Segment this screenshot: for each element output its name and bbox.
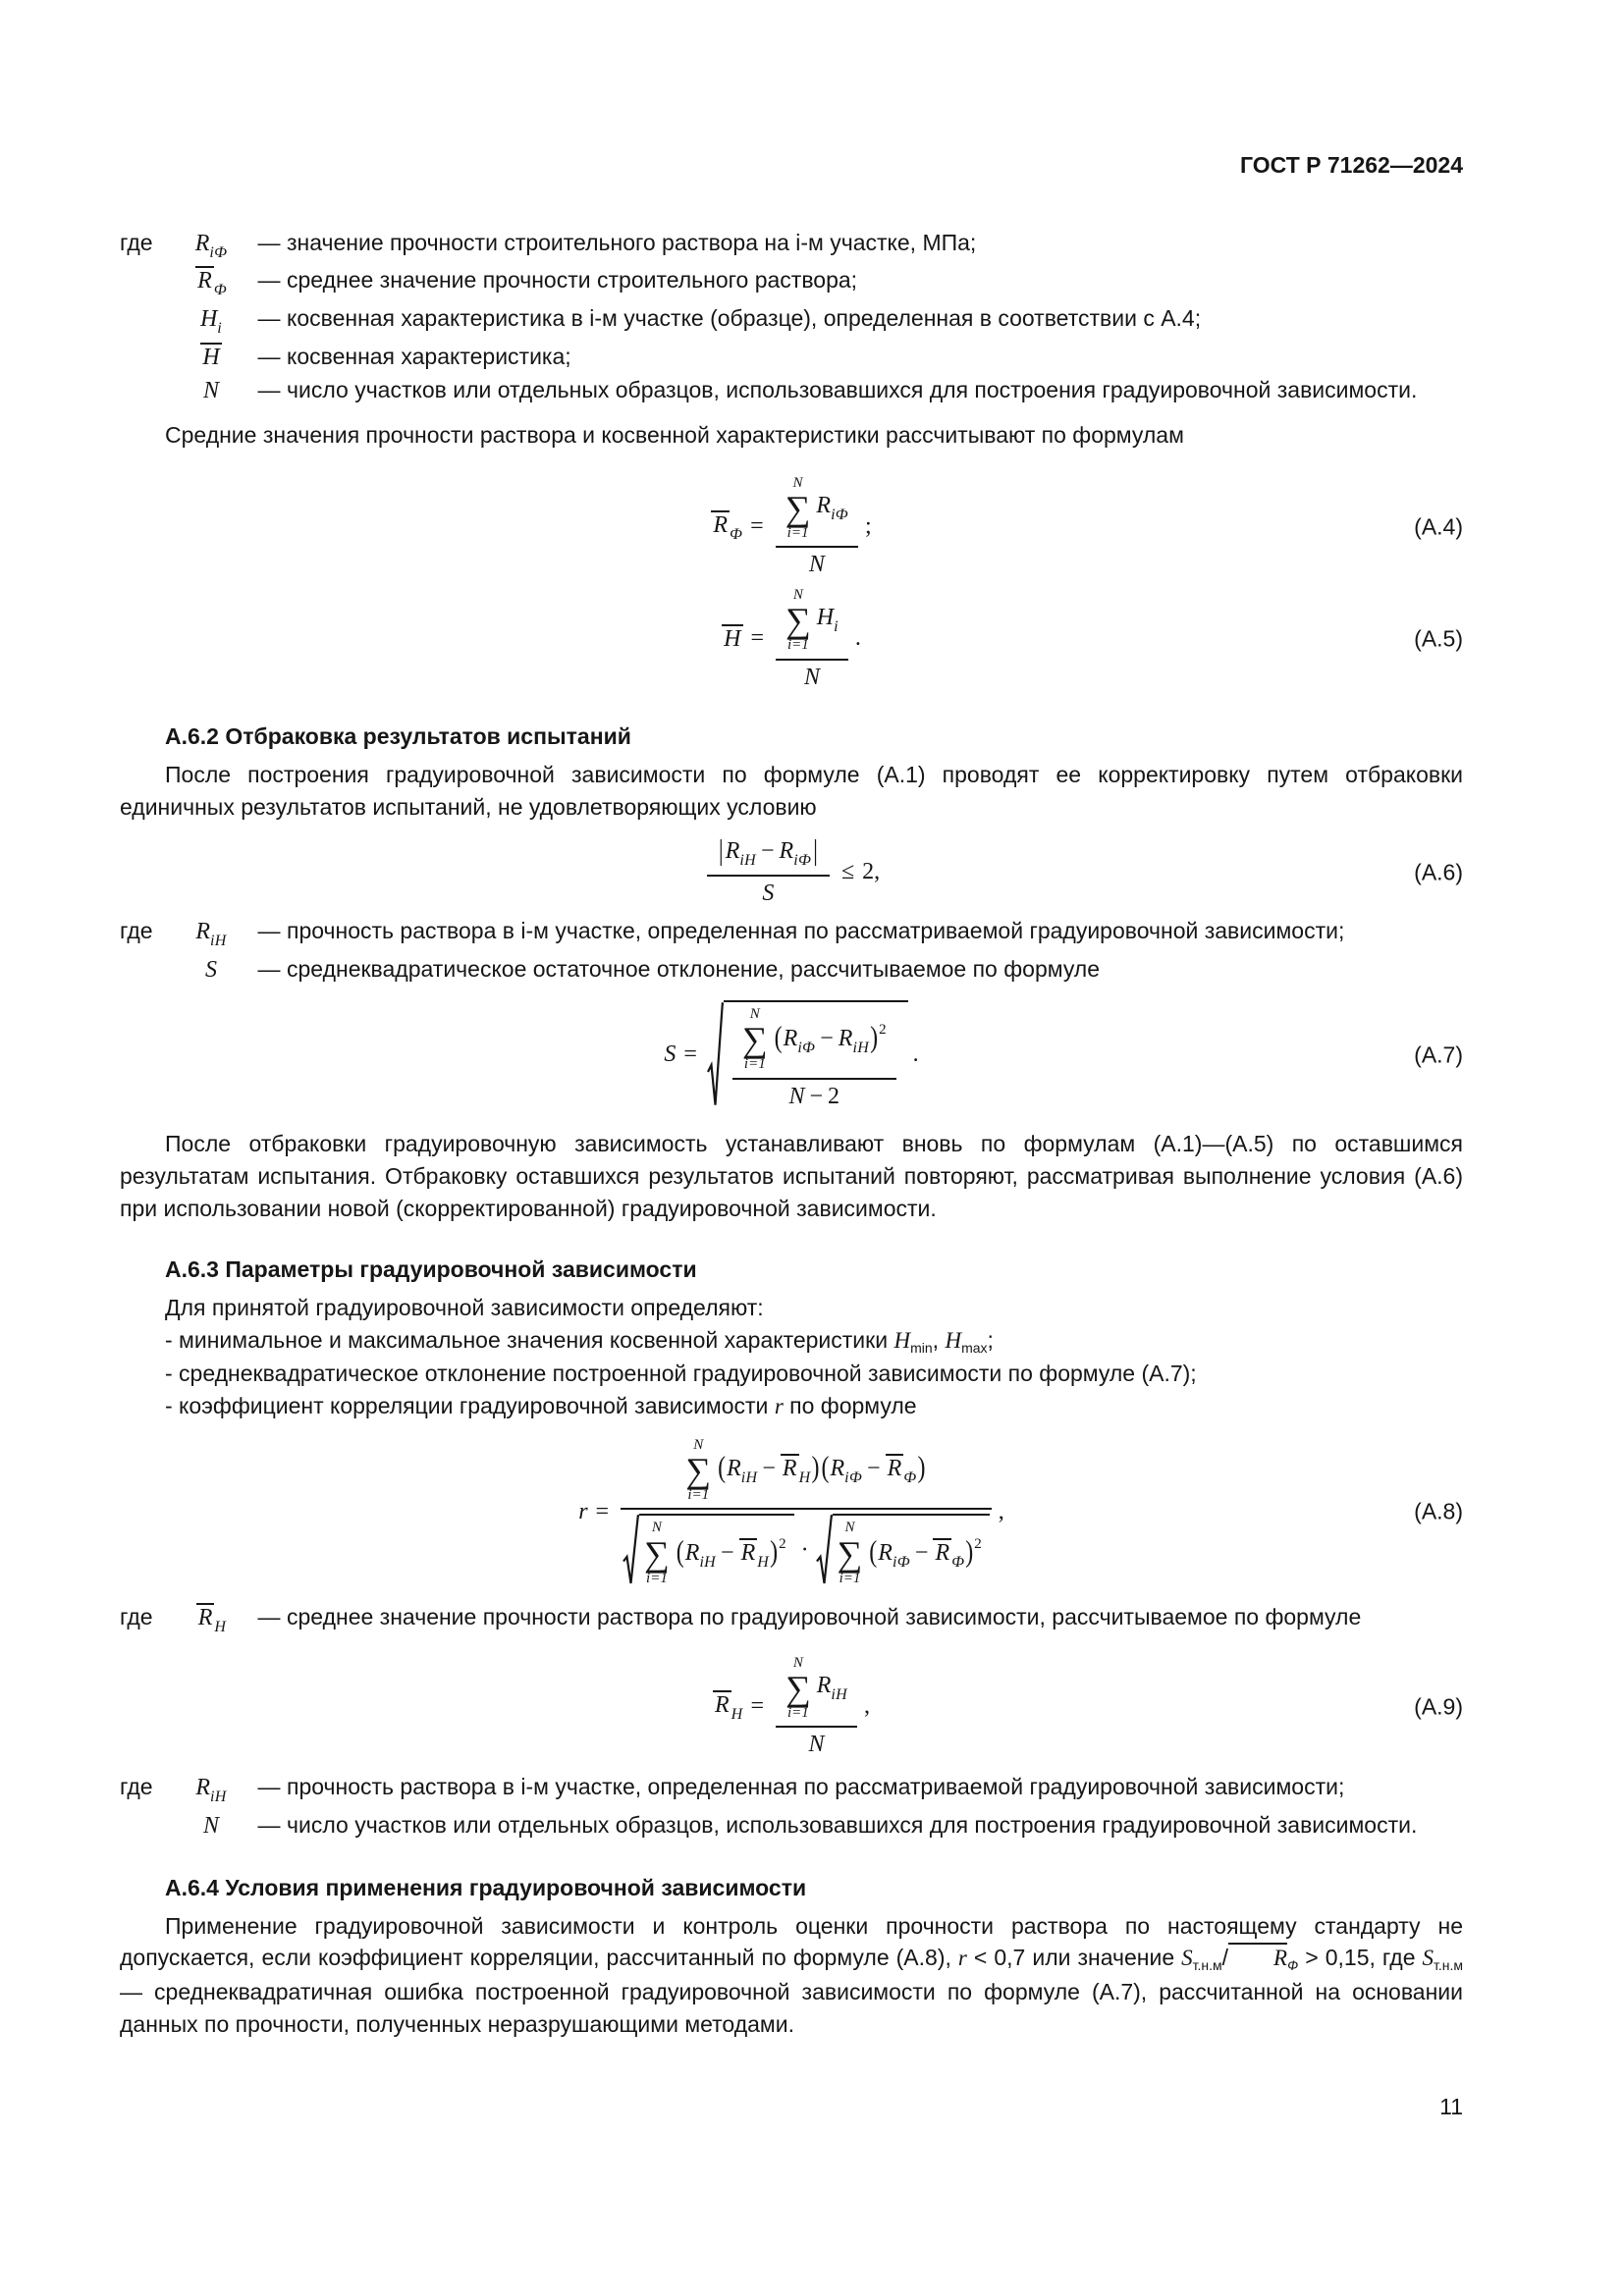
numerator bbox=[732, 1006, 896, 1078]
definition-row bbox=[120, 227, 1463, 265]
sigma-icon: ∑ bbox=[741, 1020, 768, 1060]
sum-upper-limit: N bbox=[693, 1436, 704, 1453]
math-subscript: i bbox=[217, 320, 223, 338]
summation bbox=[785, 587, 811, 655]
equals-sign: = bbox=[595, 1498, 610, 1524]
dash: — bbox=[257, 918, 281, 944]
radical-sign-icon bbox=[707, 1000, 724, 1110]
sum-lower-limit: i=1 bbox=[743, 1056, 766, 1073]
math-var: R bbox=[713, 511, 728, 538]
fraction bbox=[776, 1655, 857, 1759]
formula-a9 bbox=[120, 1655, 1463, 1759]
definition-row bbox=[120, 1771, 1463, 1809]
math-var: R bbox=[816, 1672, 832, 1698]
overline bbox=[739, 1538, 758, 1566]
math-subscript: iH bbox=[852, 1040, 870, 1057]
definition-row bbox=[120, 341, 1463, 374]
math-subscript: iФ bbox=[793, 852, 812, 870]
formula-a6-expression bbox=[703, 834, 881, 907]
slash: / bbox=[1221, 1945, 1229, 1971]
minus-sign: − bbox=[914, 1539, 929, 1566]
formula-a8-expression bbox=[578, 1437, 1004, 1587]
math-var: S bbox=[1181, 1946, 1193, 1971]
definition-symbol bbox=[195, 915, 226, 953]
math-subscript: т.н.м bbox=[1192, 1957, 1222, 1974]
denominator bbox=[788, 1080, 839, 1111]
sigma-icon: ∑ bbox=[785, 488, 811, 528]
summand-var-group bbox=[816, 493, 848, 524]
dash: — bbox=[257, 267, 281, 294]
paragraph-text: — среднеквадратичная ошибка построенной градуировочной зависимости по формуле (А.7), рассчитанной на основании данных по прочности, полученных неразрушающими методами. bbox=[120, 1979, 1463, 2037]
overline bbox=[886, 1454, 904, 1481]
formula-a8 bbox=[120, 1437, 1463, 1587]
fraction bbox=[732, 1006, 896, 1110]
radicand bbox=[724, 1000, 908, 1110]
formula-label: (А.9) bbox=[1414, 1693, 1463, 1720]
lhs-var-group bbox=[713, 1690, 743, 1724]
page-content bbox=[120, 149, 1463, 2040]
summand-var-group bbox=[817, 605, 839, 636]
overline bbox=[195, 266, 214, 294]
math-subscript: H bbox=[731, 1705, 743, 1723]
math-var: H bbox=[945, 1327, 962, 1353]
math-var: N bbox=[788, 1083, 805, 1109]
denominator bbox=[809, 1728, 825, 1759]
minus-sign: − bbox=[867, 1455, 881, 1481]
math-subscript: i bbox=[834, 618, 839, 636]
where-label: где bbox=[120, 1774, 153, 1800]
math-subscript: Ф bbox=[1287, 1957, 1299, 1974]
sum-upper-limit: N bbox=[792, 586, 803, 603]
math-var: N bbox=[202, 1812, 219, 1839]
math-subscript: Ф bbox=[730, 525, 743, 543]
punctuation: . bbox=[912, 1041, 919, 1068]
close-paren: ) bbox=[965, 1535, 974, 1569]
formula-label: (А.7) bbox=[1414, 1041, 1463, 1068]
denominator bbox=[762, 877, 774, 908]
sum-upper-limit: N bbox=[844, 1520, 855, 1536]
math-subscript: iФ bbox=[844, 1468, 863, 1486]
math-subscript: H bbox=[757, 1553, 770, 1571]
open-paren: ( bbox=[774, 1022, 783, 1055]
cdot-sign: · bbox=[800, 1536, 809, 1563]
definition-text: среднее значение прочности строительного раствора; bbox=[287, 267, 858, 294]
math-var: R bbox=[194, 230, 210, 256]
minus-sign: − bbox=[809, 1083, 824, 1109]
summand-var-group bbox=[817, 1673, 847, 1704]
sum-upper-limit: N bbox=[792, 474, 803, 491]
open-paren: ( bbox=[676, 1535, 684, 1569]
definition-text: значение прочности строительного раствора на i-м участке, МПа; bbox=[287, 229, 977, 255]
math-var: R bbox=[782, 1455, 797, 1481]
overline bbox=[711, 510, 730, 538]
close-paren: ) bbox=[870, 1022, 879, 1055]
math-number: 2, bbox=[862, 859, 881, 885]
math-subscript: iФ bbox=[797, 1040, 816, 1057]
lhs-var-group bbox=[722, 624, 742, 654]
math-var: H bbox=[816, 605, 835, 631]
definition-symbol bbox=[195, 1771, 226, 1809]
where-label: где bbox=[120, 918, 153, 944]
formula-a4-expression bbox=[711, 475, 871, 579]
definition-row bbox=[120, 1601, 1463, 1639]
math-subscript: iH bbox=[210, 933, 227, 950]
abs-bar: | bbox=[813, 834, 818, 868]
equals-sign: = bbox=[750, 512, 764, 539]
fraction bbox=[621, 1437, 992, 1587]
math-var: R bbox=[195, 919, 211, 945]
paragraph-after-a7: После отбраковки градуировочную зависимость устанавливают вновь по формулам (А.1)—(А.5) по оставшимся результатам испытания. Отбраковку оставшихся результатов испытаний повторяют, рассматривая выполнение условия (А.6) при использовании новой (скорректированной) градуировочной зависимости. bbox=[120, 1131, 1463, 1221]
dash: — bbox=[257, 1604, 281, 1630]
math-subscript: iH bbox=[740, 1468, 758, 1486]
bullet-text: , bbox=[932, 1326, 946, 1353]
math-var: R bbox=[714, 1691, 730, 1718]
definition-text: среднеквадратическое остаточное отклонение, рассчитываемое по формуле bbox=[287, 955, 1101, 982]
numerator bbox=[707, 834, 830, 874]
doc-number: ГОСТ Р 71262—2024 bbox=[1240, 152, 1463, 178]
paragraph-text: Применение градуировочной зависимости и контроль оценки прочности раствора по настоящему стандарту не допускается, если коэффициент корреляции, рассчитанный по формуле (А.8), bbox=[120, 1912, 1463, 1971]
math-var: S bbox=[762, 880, 775, 906]
paragraph-a64 bbox=[120, 1910, 1463, 2041]
math-subscript: iH bbox=[831, 1685, 848, 1703]
math-var: R bbox=[878, 1539, 893, 1566]
math-var: H bbox=[724, 626, 741, 653]
summation bbox=[838, 1520, 863, 1587]
definition-symbol bbox=[203, 1809, 219, 1842]
punctuation: . bbox=[854, 625, 861, 652]
math-subscript: iФ bbox=[892, 1553, 910, 1571]
sigma-icon: ∑ bbox=[685, 1450, 712, 1490]
formula-a4 bbox=[120, 475, 1463, 579]
minus-sign: − bbox=[762, 1455, 776, 1481]
heading-a63: А.6.3 Параметры градуировочной зависимости bbox=[165, 1256, 697, 1283]
math-subscript: Ф bbox=[951, 1553, 965, 1571]
definition-symbol bbox=[200, 302, 222, 341]
sigma-icon: ∑ bbox=[785, 601, 811, 641]
numerator bbox=[776, 587, 848, 659]
page-number: 11 bbox=[1439, 2094, 1463, 2120]
overline bbox=[1228, 1943, 1287, 1970]
math-subscript: min bbox=[910, 1339, 933, 1356]
math-var: R bbox=[197, 1605, 213, 1631]
formula-label: (А.4) bbox=[1414, 513, 1463, 540]
sum-lower-limit: i=1 bbox=[787, 637, 809, 654]
superscript: 2 bbox=[879, 1022, 887, 1039]
math-var: r bbox=[774, 1394, 784, 1419]
summand-group bbox=[774, 1022, 887, 1057]
summand-group bbox=[868, 1536, 981, 1572]
math-var: R bbox=[725, 838, 740, 865]
math-subscript: iH bbox=[210, 1789, 227, 1806]
numerator bbox=[676, 1437, 936, 1509]
definition-text: прочность раствора в i-м участке, определенная по рассматриваемой градуировочной зависимости; bbox=[287, 1774, 1345, 1800]
overline bbox=[722, 624, 742, 652]
fraction bbox=[776, 475, 858, 579]
sum-upper-limit: N bbox=[749, 1005, 760, 1022]
abs-group bbox=[717, 834, 820, 870]
math-var: R bbox=[816, 492, 832, 518]
sum-upper-limit: N bbox=[792, 1654, 803, 1671]
radical-sign-icon bbox=[623, 1514, 639, 1587]
math-var: N bbox=[202, 377, 219, 403]
paragraph-a63-intro: Для принятой градуировочной зависимости определяют: bbox=[165, 1294, 764, 1320]
superscript: 2 bbox=[974, 1535, 982, 1552]
math-var: R bbox=[783, 1026, 798, 1052]
abs-bar: | bbox=[718, 834, 724, 868]
equals-sign: = bbox=[683, 1041, 697, 1068]
radical-sign-icon bbox=[816, 1514, 833, 1587]
sigma-icon: ∑ bbox=[644, 1533, 670, 1574]
math-var: R bbox=[684, 1539, 700, 1566]
minus-sign: − bbox=[721, 1539, 734, 1566]
math-var: N bbox=[803, 664, 820, 690]
fraction bbox=[707, 834, 830, 907]
where-label: где bbox=[120, 1604, 153, 1630]
square-root bbox=[707, 1000, 908, 1110]
bullet-text: ; bbox=[987, 1326, 994, 1353]
sum-lower-limit: i=1 bbox=[787, 1705, 809, 1722]
paragraph-formulas-intro: Средние значения прочности раствора и косвенной характеристики рассчитывают по формулам bbox=[165, 421, 1184, 448]
overline bbox=[713, 1690, 731, 1718]
dash: — bbox=[257, 229, 281, 255]
definition-text: прочность раствора в i-м участке, определенная по рассматриваемой градуировочной зависимости; bbox=[287, 918, 1345, 944]
close-paren: ) bbox=[811, 1451, 820, 1485]
summation bbox=[785, 475, 811, 543]
close-paren: ) bbox=[770, 1535, 779, 1569]
definition-symbol bbox=[200, 341, 221, 374]
denominator bbox=[804, 661, 820, 692]
dash: — bbox=[257, 1811, 281, 1838]
list-item-1 bbox=[120, 1324, 1463, 1359]
definition-symbol bbox=[196, 1601, 227, 1639]
formula-a7-expression bbox=[664, 1000, 918, 1110]
overline bbox=[781, 1454, 799, 1481]
bullet-text: - среднеквадратическое отклонение построенной градуировочной зависимости по формуле (А.7); bbox=[165, 1361, 1197, 1387]
close-paren: ) bbox=[917, 1451, 926, 1485]
math-var: S bbox=[205, 956, 217, 983]
sum-lower-limit: i=1 bbox=[646, 1570, 668, 1586]
definition-text: среднее значение прочности раствора по градуировочной зависимости, рассчитываемое по формуле bbox=[287, 1604, 1362, 1630]
lhs-var-group bbox=[711, 510, 742, 544]
math-var: N bbox=[808, 1732, 825, 1758]
lhs-var-group bbox=[578, 1499, 587, 1526]
math-subscript: H bbox=[214, 1619, 227, 1636]
overline bbox=[933, 1538, 951, 1566]
open-paren: ( bbox=[718, 1451, 727, 1485]
bullet-text: - коэффициент корреляции градуировочной зависимости bbox=[165, 1393, 775, 1419]
paragraph-text: > 0,15, где bbox=[1298, 1945, 1423, 1971]
minus-sign: − bbox=[760, 838, 775, 865]
math-var: R bbox=[887, 1455, 902, 1481]
overline bbox=[196, 1603, 215, 1630]
math-var: r bbox=[957, 1946, 967, 1971]
dash: — bbox=[257, 305, 281, 332]
overline bbox=[200, 343, 221, 370]
formula-label: (А.6) bbox=[1414, 859, 1463, 885]
math-subscript: Ф bbox=[903, 1468, 917, 1486]
math-number: 2 bbox=[828, 1083, 840, 1109]
definition-text: косвенная характеристика; bbox=[287, 343, 571, 369]
definition-symbol bbox=[195, 227, 228, 265]
definition-list-4 bbox=[120, 1771, 1463, 1842]
definition-row bbox=[120, 915, 1463, 953]
definition-row bbox=[120, 302, 1463, 341]
dash: — bbox=[257, 376, 281, 402]
math-subscript: iH bbox=[739, 852, 756, 870]
numerator bbox=[776, 475, 858, 547]
math-var: S bbox=[1422, 1946, 1435, 1971]
math-subscript: iH bbox=[699, 1553, 717, 1571]
math-subscript: max bbox=[961, 1339, 988, 1356]
paragraph-text: < 0,7 или значение bbox=[966, 1945, 1182, 1971]
definition-row bbox=[120, 374, 1463, 407]
math-var: H bbox=[199, 306, 218, 333]
math-var: R bbox=[838, 1026, 853, 1052]
square-root bbox=[623, 1514, 794, 1587]
punctuation: , bbox=[864, 1693, 871, 1720]
sum-lower-limit: i=1 bbox=[839, 1570, 861, 1586]
math-var: H bbox=[893, 1327, 911, 1353]
denominator bbox=[621, 1510, 992, 1587]
radicand bbox=[833, 1514, 990, 1587]
formula-a6 bbox=[120, 834, 1463, 907]
bullet-text: по формуле bbox=[783, 1393, 917, 1419]
heading-a64: А.6.4 Условия применения градуировочной зависимости bbox=[165, 1874, 807, 1900]
math-var: R bbox=[197, 268, 212, 294]
square-root bbox=[816, 1514, 990, 1587]
math-subscript: Ф bbox=[213, 282, 227, 299]
summand-group bbox=[676, 1536, 786, 1572]
equals-sign: = bbox=[750, 625, 765, 652]
definition-list-2 bbox=[120, 915, 1463, 987]
math-subscript: т.н.м bbox=[1434, 1957, 1464, 1974]
definition-text: число участков или отдельных образцов, использовавшихся для построения градуировочной зависимости. bbox=[287, 376, 1418, 402]
open-paren: ( bbox=[821, 1451, 830, 1485]
definition-symbol bbox=[195, 264, 227, 302]
dash: — bbox=[257, 955, 281, 982]
denominator bbox=[809, 548, 825, 579]
definition-symbol bbox=[205, 953, 217, 987]
summation bbox=[644, 1520, 670, 1587]
definition-text: число участков или отдельных образцов, использовавшихся для построения градуировочной зависимости. bbox=[287, 1811, 1418, 1838]
sum-lower-limit: i=1 bbox=[786, 525, 809, 542]
paragraph-a62: После построения градуировочной зависимости по формуле (А.1) проводят ее корректировку путем отбраковки единичных результатов испытаний, не удовлетворяющих условию bbox=[120, 761, 1463, 820]
radicand bbox=[639, 1514, 794, 1587]
definition-list-1 bbox=[120, 227, 1463, 407]
formula-label: (А.5) bbox=[1414, 625, 1463, 652]
dash: — bbox=[257, 1774, 281, 1800]
definition-row bbox=[120, 1809, 1463, 1842]
where-label: где bbox=[120, 229, 153, 255]
formula-a7 bbox=[120, 1000, 1463, 1110]
formula-a5-expression bbox=[722, 587, 861, 691]
formula-a5 bbox=[120, 587, 1463, 691]
list-item-3 bbox=[120, 1390, 1463, 1423]
sigma-icon: ∑ bbox=[837, 1533, 863, 1574]
math-var: R bbox=[779, 838, 794, 865]
bullet-text: - минимальное и максимальное значения косвенной характеристики bbox=[165, 1326, 894, 1353]
math-var: H bbox=[202, 344, 220, 370]
lhs-var-group bbox=[664, 1041, 676, 1069]
dash: — bbox=[257, 343, 281, 369]
math-subscript: iФ bbox=[831, 506, 848, 523]
fraction bbox=[776, 587, 848, 691]
math-var: N bbox=[808, 552, 825, 578]
math-var: R bbox=[935, 1539, 950, 1566]
punctuation: ; bbox=[864, 512, 872, 539]
math-var: R bbox=[727, 1455, 741, 1481]
definition-symbol bbox=[203, 374, 219, 407]
heading-a62: А.6.2 Отбраковка результатов испытаний bbox=[165, 723, 631, 750]
math-subscript: iФ bbox=[209, 243, 228, 261]
definition-row bbox=[120, 264, 1463, 302]
formula-label: (А.8) bbox=[1414, 1499, 1463, 1525]
math-var: r bbox=[578, 1498, 588, 1524]
punctuation: , bbox=[998, 1498, 1004, 1524]
definition-row bbox=[120, 953, 1463, 987]
minus-sign: − bbox=[820, 1026, 834, 1052]
summation bbox=[742, 1006, 768, 1074]
math-var: R bbox=[195, 1775, 211, 1801]
summation bbox=[685, 1437, 711, 1505]
math-subscript: H bbox=[798, 1468, 811, 1486]
math-var: S bbox=[664, 1041, 677, 1068]
definition-list-3 bbox=[120, 1601, 1463, 1639]
summand-group bbox=[717, 1451, 926, 1487]
open-paren: ( bbox=[869, 1535, 878, 1569]
summation bbox=[785, 1655, 811, 1723]
math-var: R bbox=[740, 1539, 756, 1566]
list-item-2 bbox=[120, 1358, 1463, 1390]
sigma-icon: ∑ bbox=[785, 1669, 811, 1709]
superscript: 2 bbox=[779, 1535, 786, 1552]
sum-upper-limit: N bbox=[651, 1520, 662, 1536]
equals-sign: = bbox=[750, 1693, 765, 1720]
math-var: R bbox=[1273, 1946, 1288, 1971]
formula-a9-expression bbox=[713, 1655, 870, 1759]
math-var: R bbox=[830, 1455, 845, 1481]
leq-sign: ≤ bbox=[840, 859, 855, 885]
numerator bbox=[776, 1655, 857, 1727]
definition-text: косвенная характеристика в i-м участке (образце), определенная в соответствии с А.4; bbox=[287, 305, 1202, 332]
sum-lower-limit: i=1 bbox=[687, 1487, 710, 1504]
